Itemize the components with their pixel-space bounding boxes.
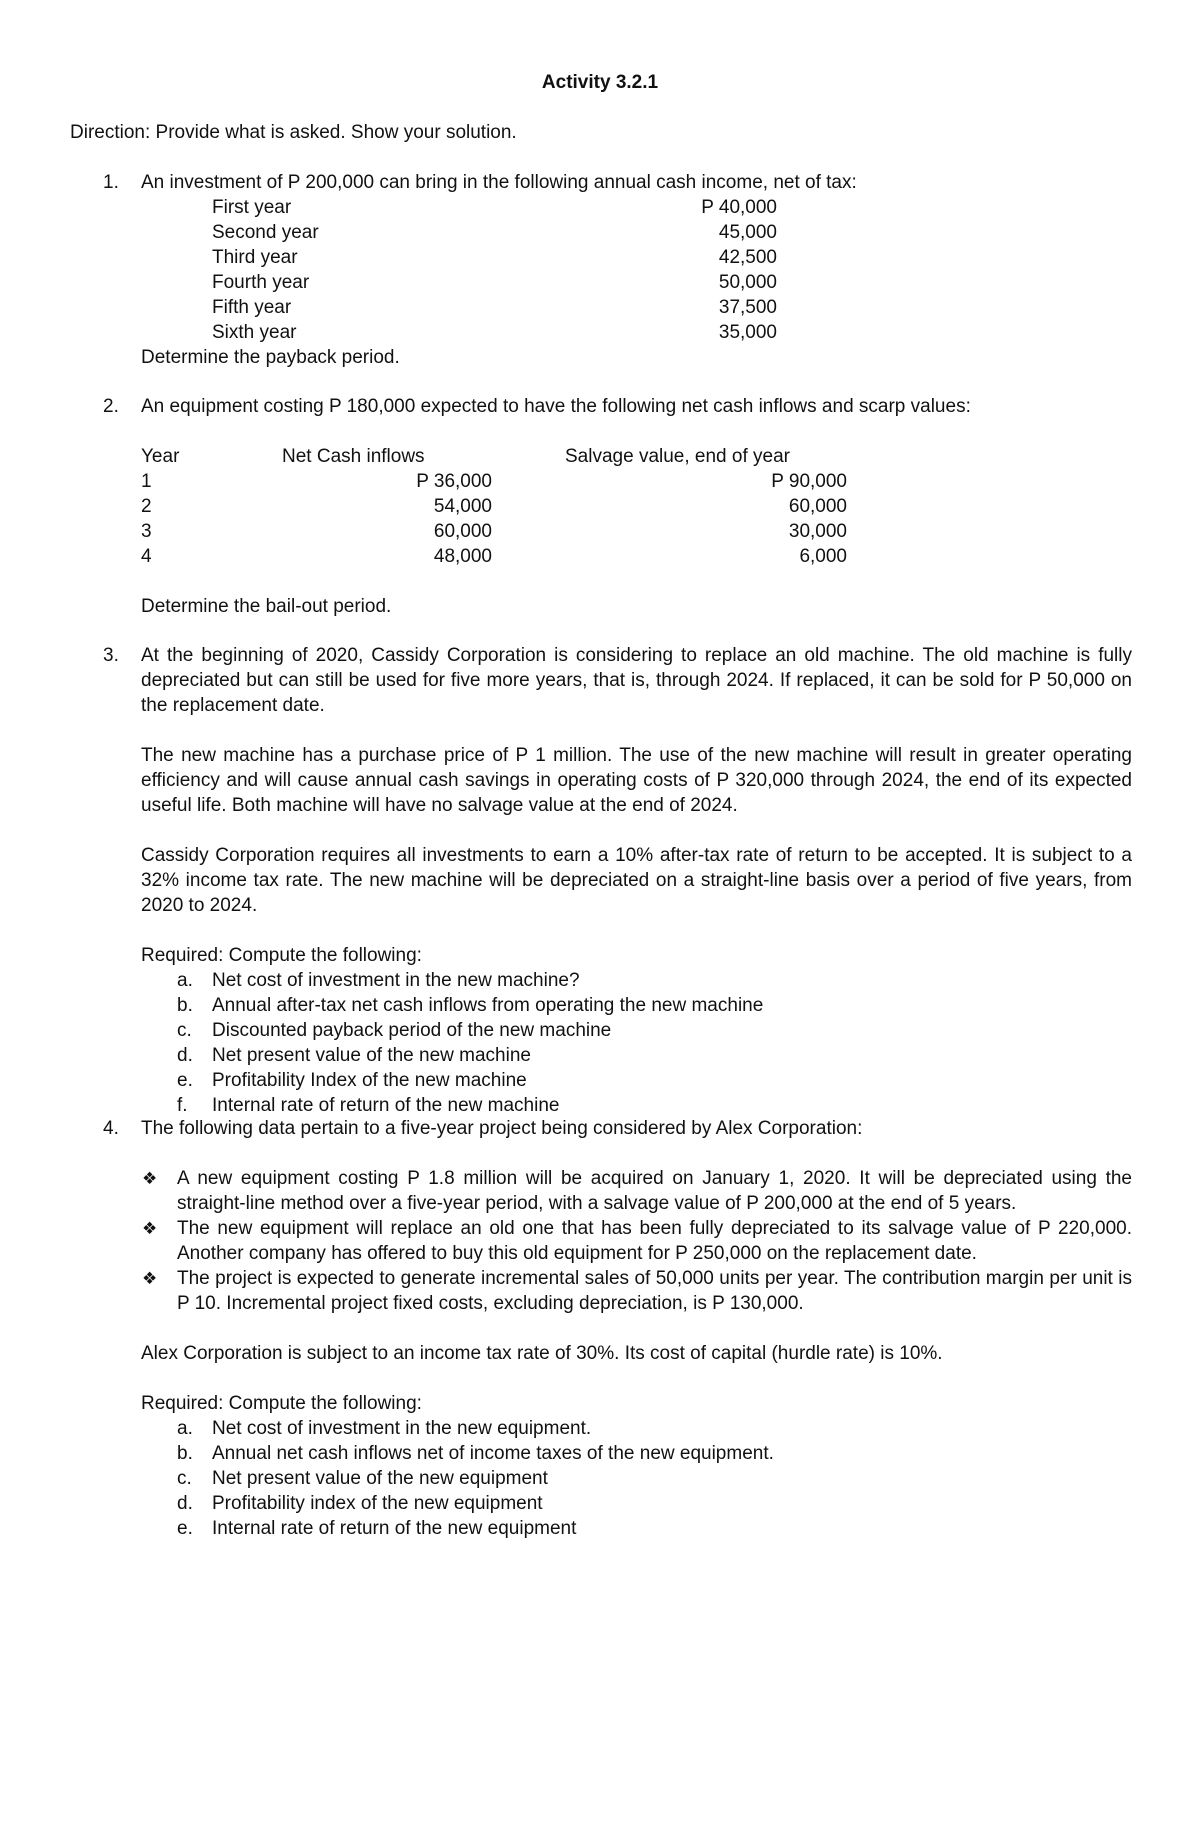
question-number: 1.: [103, 172, 119, 193]
inflow-cell: 48,000: [433, 546, 492, 567]
list-item: [141, 1166, 1132, 1216]
item-letter: e.: [177, 1070, 193, 1091]
salvage-cell: 60,000: [788, 496, 847, 517]
item-text: Net present value of the new machine: [212, 1045, 531, 1066]
bullet-text: The new equipment will replace an old one that has been fully depreciated to its salvage value of P 220,000. Another company has offered to buy this old equipment for P 250,000 on the replacement date.: [177, 1218, 1132, 1264]
income-table: [141, 195, 1132, 345]
paragraph: Cassidy Corporation requires all investments to earn a 10% after-tax rate of return to be accepted. It is subject to a 32% income tax rate. The new machine will be depreciated on a straight-line basis over a period of five years, from 2020 to 2024.: [141, 845, 1132, 916]
item-text: Net cost of investment in the new machine?: [212, 970, 580, 991]
item-letter: e.: [177, 1518, 193, 1539]
year-cell: 4: [141, 546, 152, 567]
tax-note: Alex Corporation is subject to an income tax rate of 30%. Its cost of capital (hurdle rate) is 10%.: [141, 1343, 943, 1364]
bullet-list: [141, 1166, 1132, 1316]
item-text: Discounted payback period of the new machine: [212, 1020, 612, 1041]
list-item: [141, 1093, 1132, 1118]
list-item: [141, 1491, 1132, 1516]
year-cell: 3: [141, 521, 152, 542]
item-letter: d.: [177, 1493, 193, 1514]
salvage-cell: P 90,000: [771, 471, 847, 492]
item-letter: d.: [177, 1045, 193, 1066]
list-item: [141, 1216, 1132, 1266]
question-number: 4.: [103, 1118, 119, 1139]
question-closing: Determine the payback period.: [141, 347, 400, 368]
item-letter: a.: [177, 1418, 193, 1439]
header-salvage: Salvage value, end of year: [565, 446, 790, 467]
page-title: Activity 3.2.1: [541, 72, 659, 93]
paragraph: The new machine has a purchase price of P 1 million. The use of the new machine will result in greater operating efficiency and will cause annual cash savings in operating costs of P 320,000 through 2024, the end of its expected useful life. Both machine will have no salvage value at the end of 2024.: [141, 745, 1132, 816]
inflow-cell: 60,000: [433, 521, 492, 542]
table-row: [141, 519, 1132, 544]
question-intro: An investment of P 200,000 can bring in the following annual cash income, net of tax:: [141, 172, 857, 193]
year-label: Fourth year: [212, 272, 310, 293]
required-label: Required: Compute the following:: [141, 945, 422, 966]
item-letter: f.: [177, 1095, 188, 1116]
list-item: [141, 1466, 1132, 1491]
diamond-bullet-icon: ❖: [142, 1169, 158, 1188]
list-item: [141, 993, 1132, 1018]
income-value: 42,500: [718, 247, 777, 268]
list-item: [141, 1416, 1132, 1441]
salvage-cell: 6,000: [799, 546, 847, 567]
year-label: Third year: [212, 247, 298, 268]
question-number: 3.: [103, 645, 119, 666]
item-letter: a.: [177, 970, 193, 991]
list-item: [141, 1043, 1132, 1068]
table-row: [141, 544, 1132, 569]
item-letter: b.: [177, 995, 193, 1016]
header-year: Year: [141, 446, 180, 467]
table-row: [141, 295, 1132, 320]
table-row: [141, 469, 1132, 494]
list-item: [141, 1441, 1132, 1466]
item-text: Profitability Index of the new machine: [212, 1070, 527, 1091]
table-row: [141, 245, 1132, 270]
item-text: Net cost of investment in the new equipment.: [212, 1418, 592, 1439]
diamond-bullet-icon: ❖: [142, 1269, 158, 1288]
question-intro: The following data pertain to a five-year project being considered by Alex Corporation:: [141, 1118, 863, 1139]
item-text: Annual after-tax net cash inflows from operating the new machine: [212, 995, 764, 1016]
question-body: [141, 1116, 1132, 1541]
direction-text: Direction: Provide what is asked. Show your solution.: [70, 122, 517, 143]
required-label: Required: Compute the following:: [141, 1393, 422, 1414]
inflow-cell: P 36,000: [416, 471, 492, 492]
inflow-cell: 54,000: [433, 496, 492, 517]
item-letter: c.: [177, 1468, 192, 1489]
item-text: Net present value of the new equipment: [212, 1468, 548, 1489]
question-intro: An equipment costing P 180,000 expected to have the following net cash inflows and scarp values:: [141, 396, 971, 417]
table-row: [141, 270, 1132, 295]
year-label: Sixth year: [212, 322, 297, 343]
income-value: 37,500: [718, 297, 777, 318]
list-item: [141, 1068, 1132, 1093]
paragraph: At the beginning of 2020, Cassidy Corporation is considering to replace an old machine. The old machine is fully depreciated but can still be used for five more years, that is, through 2024. If replaced, it can be sold for P 50,000 on the replacement date.: [141, 645, 1132, 716]
item-text: Internal rate of return of the new equipment: [212, 1518, 577, 1539]
bullet-text: A new equipment costing P 1.8 million will be acquired on January 1, 2020. It will be depreciated using the straight-line method over a five-year period, with a salvage value of P 200,000 at the end of 5 years.: [177, 1168, 1132, 1214]
cashflow-table: [141, 444, 1132, 569]
table-header-row: [141, 444, 1132, 469]
bullet-text: The project is expected to generate incremental sales of 50,000 units per year. The contribution margin per unit is P 10. Incremental project fixed costs, excluding depreciation, is P 130,000.: [177, 1268, 1132, 1314]
item-letter: b.: [177, 1443, 193, 1464]
required-list: [141, 1416, 1132, 1541]
list-item: [141, 968, 1132, 993]
diamond-bullet-icon: ❖: [142, 1219, 158, 1238]
income-value: 50,000: [718, 272, 777, 293]
income-value: P 40,000: [701, 197, 777, 218]
table-row: [141, 220, 1132, 245]
item-text: Profitability index of the new equipment: [212, 1493, 543, 1514]
question-body: [141, 643, 1132, 1118]
item-text: Internal rate of return of the new machine: [212, 1095, 560, 1116]
table-row: [141, 494, 1132, 519]
income-value: 35,000: [718, 322, 777, 343]
year-cell: 1: [141, 471, 152, 492]
table-row: [141, 195, 1132, 220]
year-label: Second year: [212, 222, 319, 243]
header-inflow: Net Cash inflows: [282, 446, 425, 467]
list-item: [141, 1266, 1132, 1316]
item-text: Annual net cash inflows net of income taxes of the new equipment.: [212, 1443, 774, 1464]
question-body: [141, 394, 1132, 619]
required-list: [141, 968, 1132, 1118]
table-row: [141, 320, 1132, 345]
item-letter: c.: [177, 1020, 192, 1041]
list-item: [141, 1516, 1132, 1541]
salvage-cell: 30,000: [788, 521, 847, 542]
income-value: 45,000: [718, 222, 777, 243]
year-label: Fifth year: [212, 297, 292, 318]
year-cell: 2: [141, 496, 152, 517]
year-label: First year: [212, 197, 292, 218]
list-item: [141, 1018, 1132, 1043]
question-number: 2.: [103, 396, 119, 417]
question-body: [141, 170, 1132, 370]
question-closing: Determine the bail-out period.: [141, 596, 392, 617]
